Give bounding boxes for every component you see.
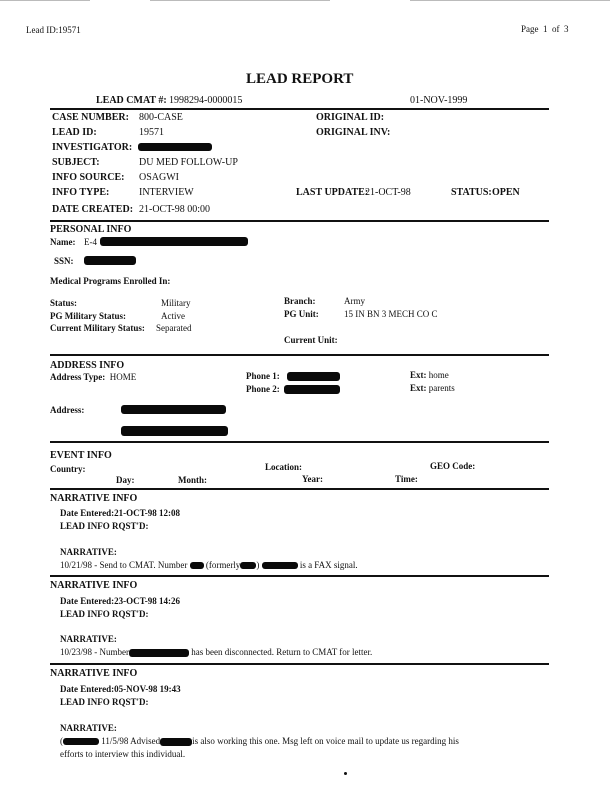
divider (50, 488, 549, 490)
report-title: LEAD REPORT (246, 71, 354, 87)
redaction-investigator (138, 143, 212, 151)
narrative-text-part: is a FAX signal. (299, 560, 358, 570)
scan-speck (344, 772, 347, 775)
date-created-value: 21-OCT-98 00:00 (139, 204, 211, 215)
branch-label: Branch: (284, 296, 316, 306)
header-lead-id: Lead ID:19571 (26, 25, 81, 35)
of-label: of (552, 24, 560, 34)
case-number-value: 800-CASE (139, 112, 183, 123)
lead-id-label: LEAD ID: (52, 127, 97, 138)
scan-line (410, 0, 610, 1)
narrative-label: NARRATIVE: (60, 634, 117, 644)
narrative-text-part: has been disconnected. Return to CMAT for letter. (191, 647, 373, 657)
ext1-label: Ext: (410, 370, 427, 380)
date-created-label: DATE CREATED: (52, 204, 134, 215)
divider (50, 220, 549, 222)
status-label: STATUS: (451, 187, 492, 198)
narrative-text-part: 11/5/98 Advised (101, 736, 161, 746)
narrative-text-part: (formerly (205, 560, 241, 570)
mil-status-value: Military (161, 298, 191, 308)
date-entered: Date Entered:23-OCT-98 14:26 (60, 596, 180, 606)
divider (50, 441, 549, 443)
name-prefix: E-4 (84, 237, 97, 247)
narrative-label: NARRATIVE: (60, 723, 117, 733)
narrative-text (60, 560, 358, 570)
pg-unit-value: 15 IN BN 3 MECH CO C (344, 309, 438, 319)
narrative-text (60, 647, 372, 657)
last-update-label: LAST UPDATE: (296, 187, 369, 198)
address-info-heading: ADDRESS INFO (50, 360, 125, 371)
lead-info-rqst: LEAD INFO RQST'D: (60, 521, 149, 531)
pg-status-value: Active (161, 311, 185, 321)
info-source-label: INFO SOURCE: (52, 172, 125, 183)
redaction-name (160, 738, 192, 746)
redaction-number (262, 562, 298, 569)
month-label: Month: (178, 475, 207, 485)
lead-info-rqst: LEAD INFO RQST'D: (60, 697, 149, 707)
divider (50, 108, 549, 110)
cmat-label: LEAD CMAT #: (96, 95, 167, 106)
date-entered: Date Entered:05-NOV-98 19:43 (60, 684, 181, 694)
time-label: Time: (395, 474, 418, 484)
lead-info-rqst: LEAD INFO RQST'D: (60, 609, 149, 619)
medical-programs-label: Medical Programs Enrolled In: (50, 276, 171, 286)
last-update-value: 21-OCT-98 (365, 187, 411, 198)
pg-unit-label: PG Unit: (284, 309, 319, 319)
narrative-label: NARRATIVE: (60, 547, 117, 557)
year-label: Year: (302, 474, 323, 484)
scan-line (0, 0, 90, 1)
mil-status-label: Status: (50, 298, 78, 308)
redaction-name (100, 237, 248, 246)
page-indicator (521, 24, 569, 34)
ext1-value: home (428, 370, 449, 380)
current-status-value: Separated (156, 323, 192, 333)
redaction-phone1 (287, 372, 340, 381)
redaction-phone2 (284, 385, 340, 394)
current-status-label: Current Military Status: (50, 323, 145, 333)
personal-info-heading: PERSONAL INFO (50, 224, 132, 235)
ssn-label: SSN: (54, 256, 74, 266)
info-source-value: OSAGWI (139, 172, 179, 183)
redaction-number (240, 562, 256, 569)
page-total: 3 (564, 24, 569, 34)
event-info-heading: EVENT INFO (50, 450, 112, 461)
narrative-heading: NARRATIVE INFO (50, 493, 138, 504)
redaction-ssn (84, 256, 136, 265)
name-label: Name: (50, 237, 76, 247)
page-label: Page (521, 24, 539, 34)
narrative-text-part: 10/23/98 - Number (60, 647, 129, 657)
report-date: 01-NOV-1999 (410, 95, 468, 106)
day-label: Day: (116, 475, 135, 485)
divider (50, 663, 549, 665)
narrative-text-part: 10/21/98 - Send to CMAT. Number (60, 560, 188, 570)
branch-value: Army (344, 296, 365, 306)
redaction-address-line1 (121, 405, 226, 414)
address-type (50, 372, 136, 382)
cmat-value: 1998294-0000015 (169, 95, 243, 106)
info-type-label: INFO TYPE: (52, 187, 110, 198)
redaction-number (129, 649, 189, 657)
narrative-text (60, 736, 459, 746)
current-unit-label: Current Unit: (284, 335, 338, 345)
original-id-label: ORIGINAL ID: (316, 112, 385, 123)
status-value: OPEN (492, 187, 520, 198)
phone1-label: Phone 1: (246, 371, 280, 381)
redaction-address-line2 (121, 426, 228, 436)
investigator-label: INVESTIGATOR: (52, 142, 133, 153)
narrative-heading: NARRATIVE INFO (50, 668, 138, 679)
original-inv-label: ORIGINAL INV: (316, 127, 391, 138)
divider (50, 575, 549, 577)
redaction-number (190, 562, 204, 569)
narrative-heading: NARRATIVE INFO (50, 580, 138, 591)
scan-line (150, 0, 330, 1)
pg-status-label: PG Military Status: (50, 311, 126, 321)
subject-value: DU MED FOLLOW-UP (139, 157, 238, 168)
divider (50, 354, 549, 356)
narrative-text-part: ) (256, 560, 260, 570)
info-type-value: INTERVIEW (139, 187, 194, 198)
page-number: 1 (543, 24, 548, 34)
redaction-name (63, 738, 99, 745)
case-number-label: CASE NUMBER: (52, 112, 129, 123)
geo-code-label: GEO Code: (430, 461, 476, 471)
narrative-text-part: ( (60, 736, 63, 746)
address-type-value: HOME (109, 372, 137, 382)
subject-label: SUBJECT: (52, 157, 100, 168)
ext1 (410, 370, 449, 380)
ext2-label: Ext: (410, 383, 427, 393)
location-label: Location: (265, 462, 302, 472)
ext2 (410, 383, 455, 393)
address-type-label: Address Type: (50, 372, 106, 382)
narrative-text-continued: efforts to interview this individual. (60, 749, 186, 759)
country-label: Country: (50, 464, 86, 474)
narrative-text-part: is also working this one. Msg left on voice mail to update us regarding his (192, 736, 459, 746)
date-entered: Date Entered:21-OCT-98 12:08 (60, 508, 180, 518)
phone2-label: Phone 2: (246, 384, 280, 394)
lead-id-value: 19571 (139, 127, 164, 138)
address-label: Address: (50, 405, 85, 415)
ext2-value: parents (428, 383, 455, 393)
